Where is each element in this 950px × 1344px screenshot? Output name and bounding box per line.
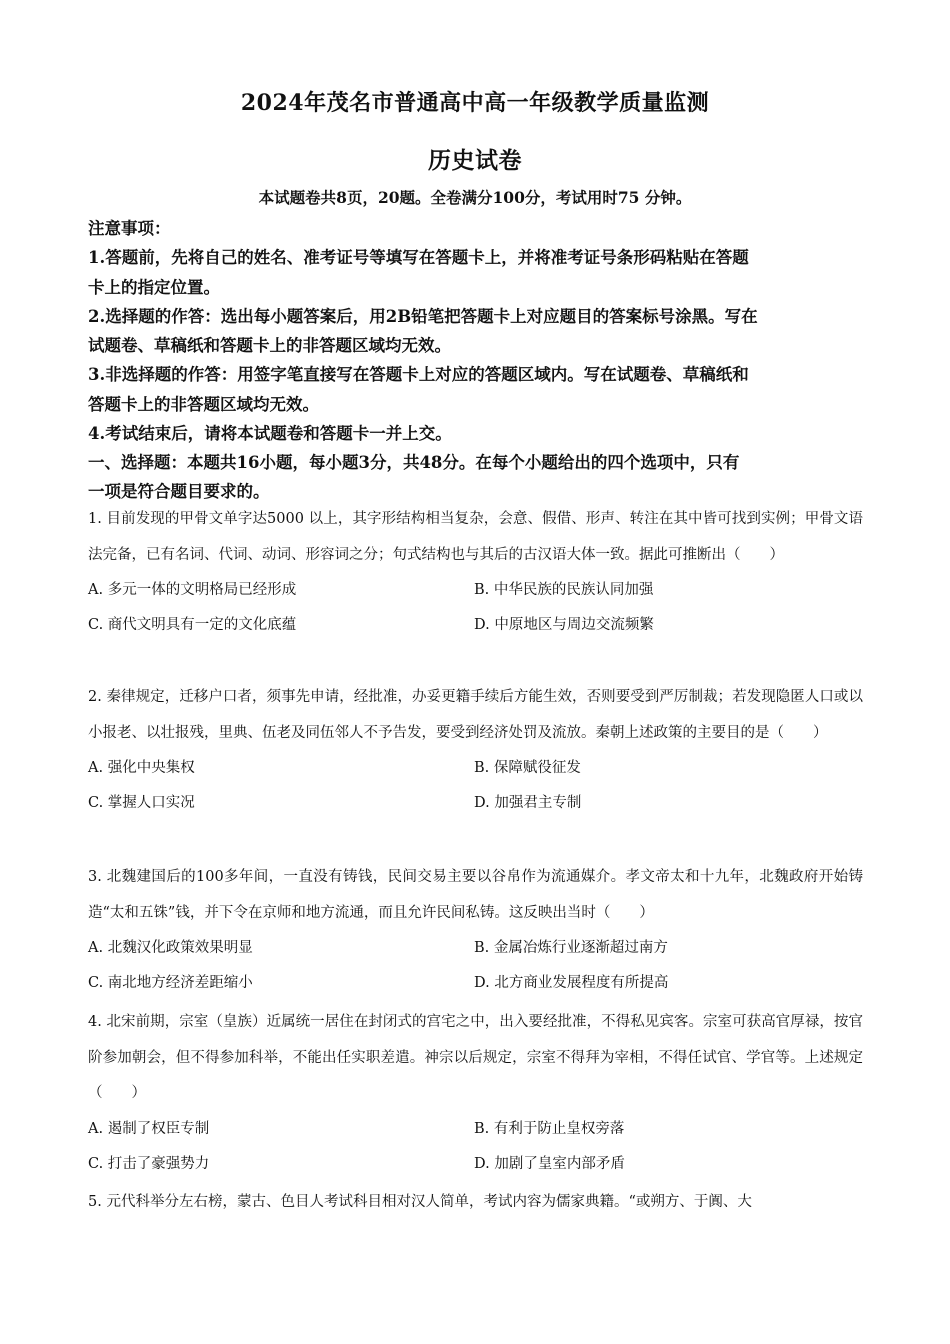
option-group bbox=[88, 751, 863, 821]
notes-line: 试题卷、草稿纸和答题卡上的非答题区域均无效。 bbox=[88, 336, 451, 356]
option-c: C. 打击了豪强势力 bbox=[88, 1155, 210, 1172]
option-a: A. 北魏汉化政策效果明显 bbox=[88, 940, 253, 956]
notes-line: 卡上的指定位置。 bbox=[88, 277, 220, 297]
notes-line: 3.非选择题的作答：用签字笔直接写在答题卡上对应的答题区域内。写在试题卷、草稿纸和 bbox=[88, 365, 749, 385]
notes-heading: 注意事项： bbox=[88, 219, 171, 238]
question-4 bbox=[88, 1005, 863, 1182]
option-a: A. 强化中央集权 bbox=[88, 760, 195, 776]
option-d: D. 加强君主专制 bbox=[474, 795, 582, 811]
notes-line: 4.考试结束后，请将本试题卷和答题卡一并上交。 bbox=[88, 424, 452, 444]
exam-info: 本试题卷共8页，20题。全卷满分100分，考试用时75 分钟。 bbox=[258, 188, 692, 207]
option-group bbox=[88, 573, 863, 643]
exam-title: 2024年茂名市普通高中高一年级教学质量监测 bbox=[240, 90, 710, 116]
option-d: D. 北方商业发展程度有所提高 bbox=[474, 975, 669, 991]
question-3 bbox=[88, 860, 863, 1001]
option-b: B. 保障赋役征发 bbox=[474, 760, 581, 776]
notes-line: 答题卡上的非答题区域均无效。 bbox=[88, 394, 319, 414]
option-c: C. 商代文明具有一定的文化底蕴 bbox=[88, 617, 297, 633]
option-b: B. 有利于防止皇权旁落 bbox=[474, 1120, 625, 1137]
notes-block bbox=[88, 214, 863, 448]
question-stem: 3. 北魏建国后的100多年间，一直没有铸钱，民间交易主要以谷帛作为流通媒介。孝文帝太和十九年，北魏政府开始铸造“太和五铢”钱，并下令在京师和地方流通，而且允许民间私铸。这反映出当时（ ） bbox=[88, 869, 863, 921]
question-2 bbox=[88, 680, 863, 821]
section-heading bbox=[88, 448, 863, 506]
question-5 bbox=[88, 1185, 863, 1221]
notes-line: 1.答题前，先将自己的姓名、准考证号等填写在答题卡上，并将准考证号条形码粘贴在答题 bbox=[88, 248, 749, 268]
option-group bbox=[88, 1112, 863, 1182]
option-b: B. 金属冶炼行业逐渐超过南方 bbox=[474, 940, 668, 956]
question-stem: 5. 元代科举分左右榜，蒙古、色目人考试科目相对汉人简单，考试内容为儒家典籍。“或朔方、于阗、大 bbox=[88, 1194, 752, 1210]
notes-line: 2.选择题的作答：选出每小题答案后，用2B铅笔把答题卡上对应题目的答案标号涂黑。写在 bbox=[88, 306, 758, 326]
option-a: A. 多元一体的文明格局已经形成 bbox=[88, 582, 297, 598]
option-d: D. 加剧了皇室内部矛盾 bbox=[474, 1155, 625, 1172]
option-group bbox=[88, 931, 863, 1001]
question-1 bbox=[88, 502, 863, 643]
option-d: D. 中原地区与周边交流频繁 bbox=[474, 617, 654, 633]
subject-title: 历史试卷 bbox=[428, 147, 522, 174]
section-heading-line: 一项是符合题目要求的。 bbox=[88, 482, 270, 501]
option-a: A. 遏制了权臣专制 bbox=[88, 1120, 210, 1137]
option-b: B. 中华民族的民族认同加强 bbox=[474, 582, 654, 598]
question-stem: 1. 目前发现的甲骨文单字达5000 以上，其字形结构相当复杂，会意、假借、形声、转注在其中皆可找到实例；甲骨文语法完备，已有名词、代词、动词、形容词之分；句式结构也与其后的古汉语大体一致。据此可推断出（ ） bbox=[88, 511, 863, 563]
option-c: C. 南北地方经济差距缩小 bbox=[88, 975, 253, 991]
question-stem: 2. 秦律规定，迁移户口者，须事先申请，经批准，办妥更籍手续后方能生效，否则要受到严厉制裁；若发现隐匿人口或以小报老、以壮报残，里典、伍老及同伍邻人不予告发，要受到经济处罚及流放。秦朝上述政策的主要目的是（ ） bbox=[88, 689, 863, 741]
question-stem: 4. 北宋前期，宗室（皇族）近属统一居住在封闭式的宫宅之中，出入要经批准，不得私见宾客。宗室可获高官厚禄，按官阶参加朝会，但不得参加科举，不能出任实职差遣。神宗以后规定，宗室不得拜为宰相，不得任试官、学官等。上述规定（ ） bbox=[88, 1014, 863, 1101]
section-heading-line: 一、选择题：本题共16小题，每小题3分，共48分。在每个小题给出的四个选项中，只有 bbox=[88, 453, 740, 472]
option-c: C. 掌握人口实况 bbox=[88, 795, 195, 811]
